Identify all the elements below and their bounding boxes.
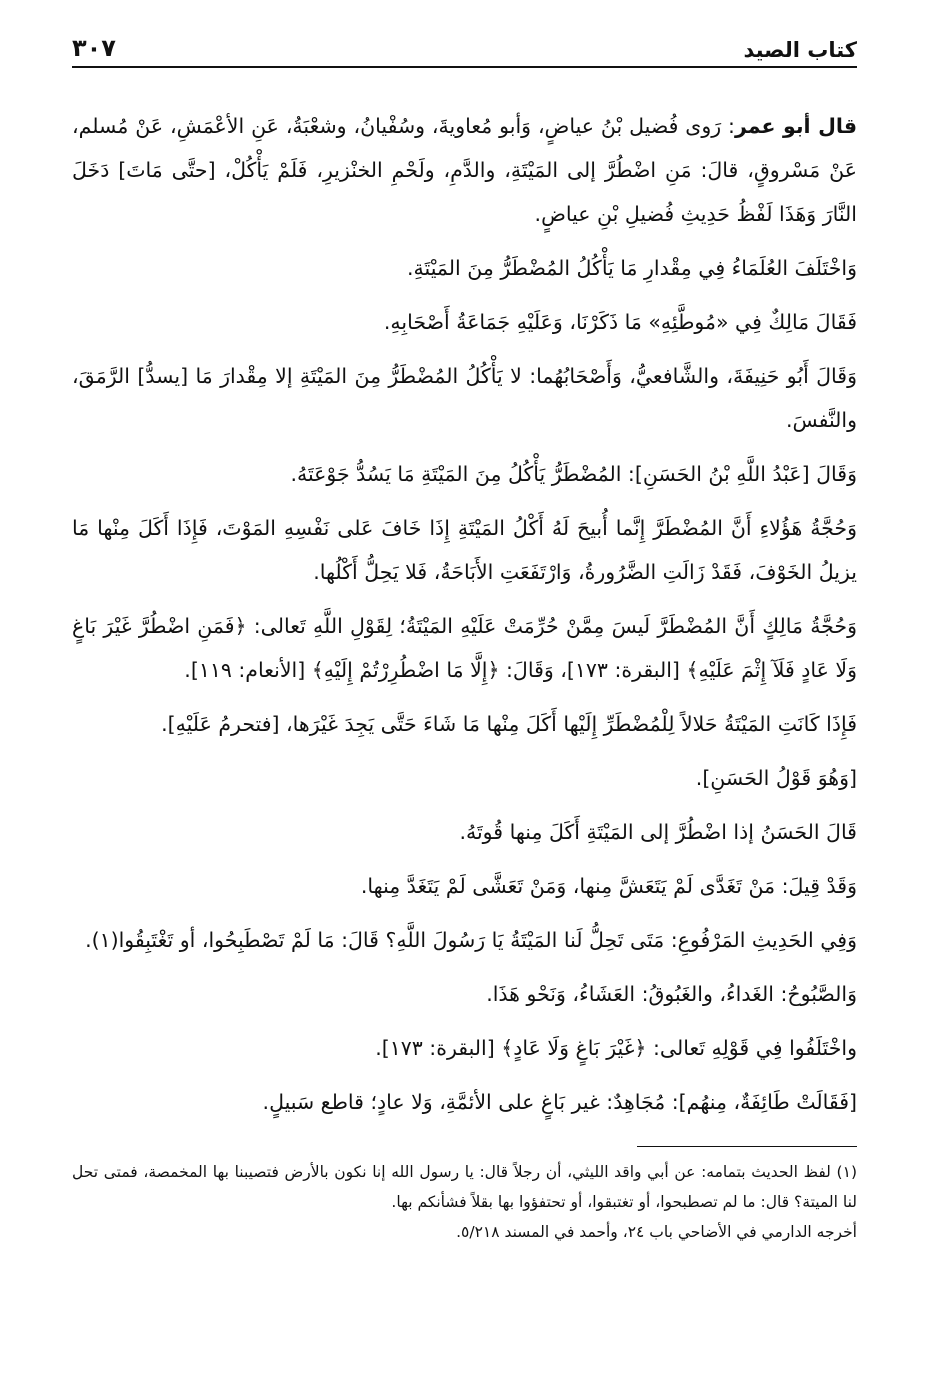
page-body — [72, 104, 857, 1124]
book-title: كتاب الصيد — [743, 38, 857, 62]
paragraph: فَقَالَ مَالِكٌ فِي «مُوطَّئِهِ» مَا ذَكَرْنَا، وَعَلَيْهِ جَمَاعَةُ أَصْحَابِهِ. — [383, 310, 857, 334]
paragraph — [72, 104, 857, 236]
footnotes — [72, 1157, 857, 1247]
paragraph: وَالصَّبُوحُ: الغَداءُ، والغَبُوقُ: العَشَاءُ، وَنَحْو هَذَا. — [486, 982, 857, 1006]
paragraph: وَقَالَ [عَبْدُ اللَّهِ بْنُ الحَسَنِ]: المُضْطَرُّ يَأْكُلُ مِنَ المَيْتَةِ مَا يَسُدُّ جَوْعَتَهُ. — [290, 462, 857, 486]
page-header — [72, 20, 857, 68]
paragraph: [وَهُوَ قَوْلُ الحَسَنِ]. — [695, 766, 857, 790]
paragraph: قَالَ الحَسَنُ إذا اضْطُرَّ إلى المَيْتَةِ أَكَلَ مِنها قُوتَهُ. — [459, 820, 857, 844]
paragraph: وَاخْتَلَفَ العُلَمَاءُ فِي مِقْدارِ مَا يَأْكُلُ المُضْطَرُّ مِنَ المَيْتَةِ. — [407, 256, 857, 280]
paragraph: وَقَالَ أَبُو حَنِيفَةَ، والشَّافعيُّ، وَأَصْحَابُهُما: لا يَأْكُلُ المُضْطَرُّ مِنَ المَيْتَةِ إلا مِقْدارَ مَا [يسدُّ] الرَّمَقَ، والنَّفسَ. — [72, 364, 857, 432]
paragraph: [فَقَالَتْ طَائِفَةٌ، مِنهُم]: مُجَاهِدٌ: غير بَاغٍ على الأئمَّةِ، وَلا عادٍ؛ قاطع سَبيلٍ. — [262, 1090, 857, 1114]
paragraph: وَفِي الحَدِيثِ المَرْفُوعِ: مَتَى تَحِلُّ لَنا المَيْتَةُ يَا رَسُولَ اللَّهِ؟ قَالَ: مَا لَمْ تَصْطَبِحُوا، أو تَغْتَبِقُوا(١). — [85, 928, 857, 952]
paragraph: وَحُجَّةُ مَالِكٍ أَنَّ المُضْطَرَّ لَيسَ مِمَّنْ حُرِّمَتْ عَلَيْهِ المَيْتَةُ؛ لِقَوْلِ اللَّهِ تَعالى: ﴿فَمَنِ اضْطُرَّ غَيْرَ بَاغٍ وَلَا عَادٍ فَلَآ إِثْمَ عَلَيْهِ﴾ [البقرة: ١٧٣]، وَقَالَ: ﴿إِلَّا مَا اضْطُرِرْتُمْ إِلَيْهِ﴾ [الأنعام: ١١٩]. — [72, 614, 857, 682]
paragraph: واخْتَلَفُوا فِي قَوْلِهِ تَعالى: ﴿غَيْرَ بَاغٍ وَلَا عَادٍ﴾ [البقرة: ١٧٣]. — [375, 1036, 857, 1060]
paragraph: وَحُجَّةُ هَؤُلاءِ أَنَّ المُضْطَرَّ إِنَّما أُبيحَ لَهُ أَكْلُ المَيْتَةِ إِذَا خَافَ عَلى نَفْسِهِ المَوْتَ، فَإِذَا أَكَلَ مِنْها مَا يزيلُ الخَوْفَ، فَقَدْ زَالَتِ الضَّرُورةُ، وَارْتَفَعَتِ الأَبَاحَةُ، فَلا يَحِلُّ أَكْلُها. — [72, 516, 857, 584]
footnote-line: أخرجه الدارمي في الأضاحي باب ٢٤، وأحمد في المسند ٥/٢١٨. — [456, 1223, 857, 1241]
footnote-divider — [637, 1146, 857, 1147]
page-number: ٣٠٧ — [72, 34, 116, 62]
speaker-label: قال أبو عمر — [734, 114, 857, 138]
book-page — [72, 20, 857, 1247]
paragraph-text: : رَوى فُضيل بْنُ عياضٍ، وَأبو مُعاويةَ، وسُفْيانُ، وشعْبَةُ، عَنِ الأعْمَشِ، عَنْ مُسلم، عَنْ مَسْروقٍ، قالَ: مَنِ اضْطُرَّ إلى المَيْتَةِ، والدَّمِ، ولَحْمِ الخنْزيرِ، فَلَمْ يَأْكُلْ، [حتَّى مَاتَ] دَخَلَ النَّارَ وَهَذَا لَفْظُ حَدِيثِ فُضيلِ بْنِ عياضٍ. — [72, 114, 857, 226]
paragraph: فَإِذَا كَانَتِ المَيْتَةُ حَلالاً لِلْمُضْطَرِّ إِلَيْها أَكَلَ مِنْها مَا شَاءَ حَتَّى يَجِدَ غَيْرَها، [فتحرمُ عَلَيْهِ]. — [161, 712, 857, 736]
paragraph: وَقَدْ قِيلَ: مَنْ تَغَدَّى لَمْ يَتَعَشَّ مِنها، وَمَنْ تَعَشَّى لَمْ يَتَغَدَّ مِنها. — [360, 874, 857, 898]
footnote-line: (١) لفظ الحديث بتمامه: عن أبي واقد الليثي، أن رجلاً قال: يا رسول الله إنا نكون بالأرض فتصيبنا بها المخمصة، فمتى تحل لنا الميتة؟ قال: ما لم تصطبحوا، أو تغتبقوا، أو تحتفؤوا بها بقلاً فشأنكم بها. — [72, 1163, 857, 1211]
